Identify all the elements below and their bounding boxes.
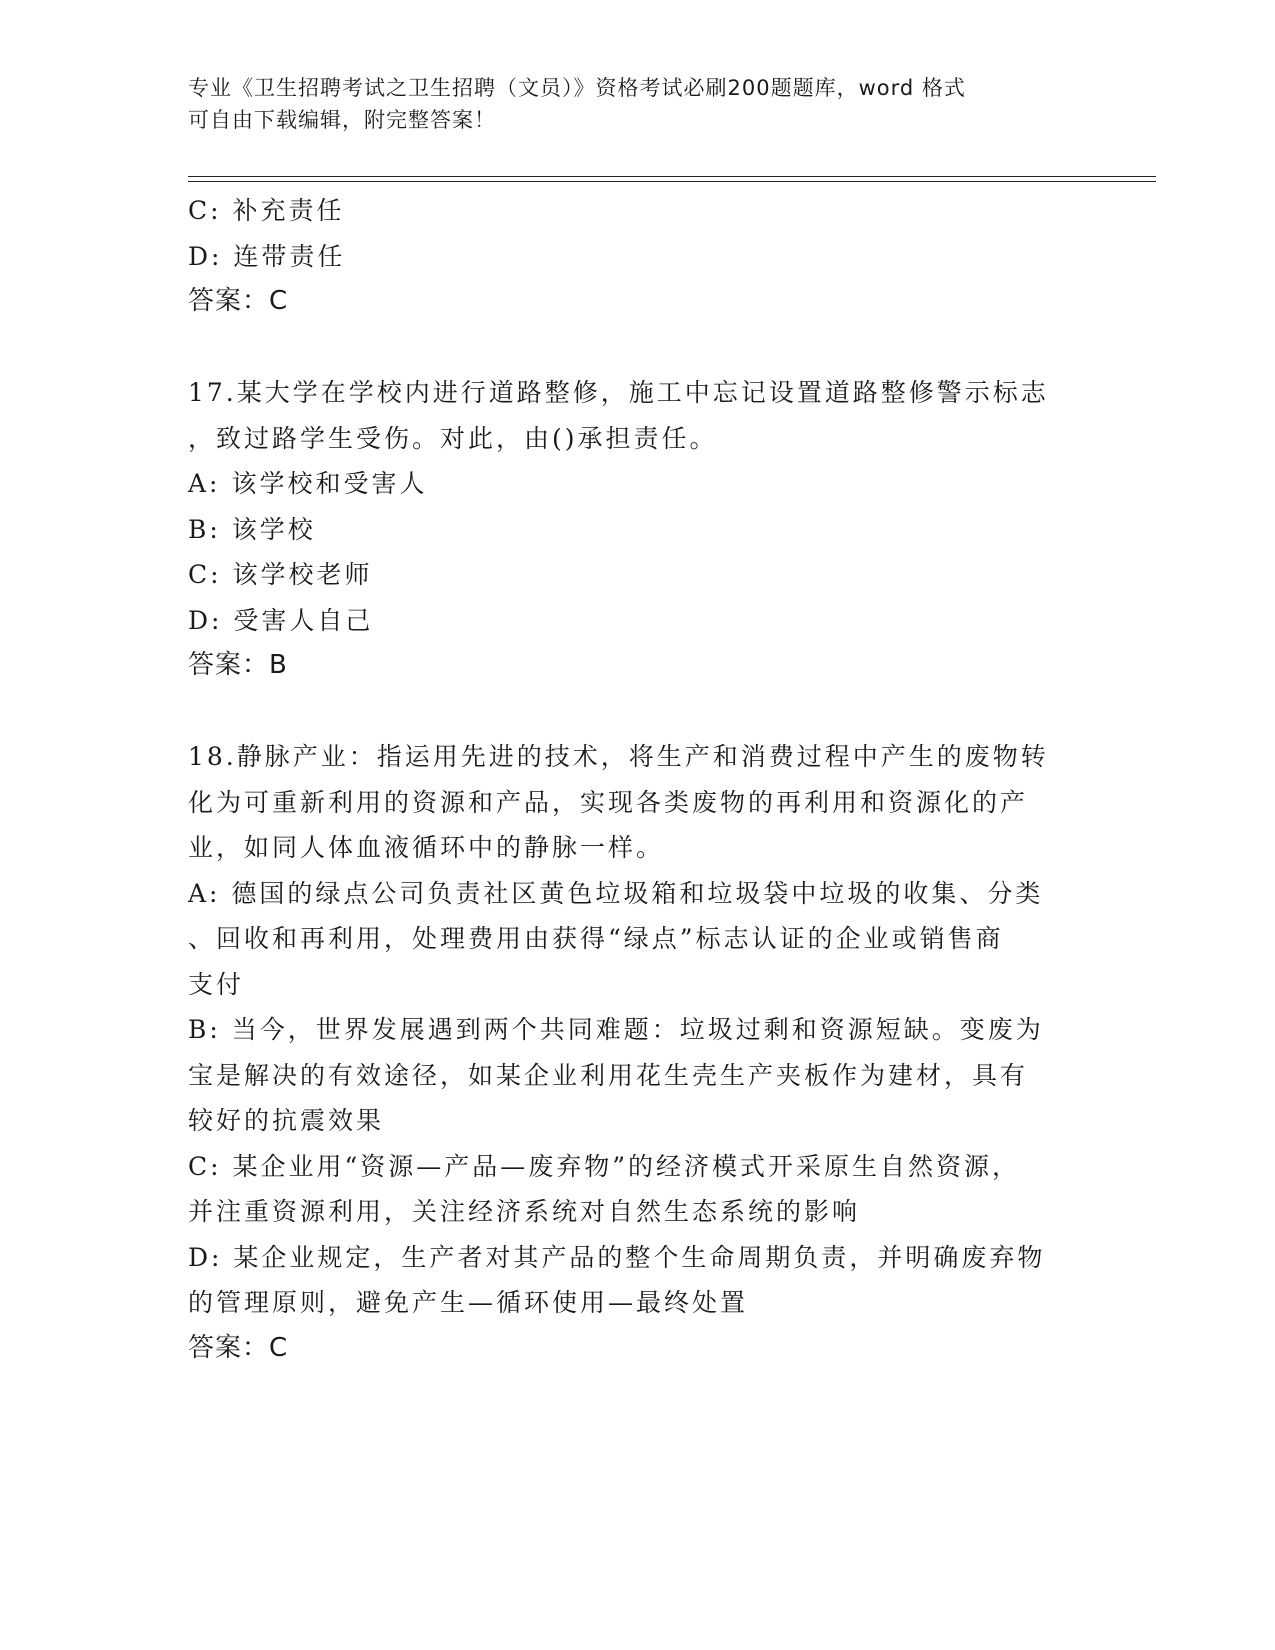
option-b [188,507,1068,553]
option-text: 该学校和受害人 [231,469,428,498]
option-c [188,552,1068,598]
answer-line: 答案：C [188,286,289,316]
header-rule-top [188,176,1156,177]
question-18-stem-line: 18.静脉产业：指运用先进的技术，将生产和消费过程中产生的废物转 [188,742,1049,771]
question-17-stem-line: 17.某大学在学校内进行道路整修，施工中忘记设置道路整修警示标志 [188,378,1049,407]
option-c [188,188,1068,234]
question-18-stem-line: 业，如同人体血液循环中的静脉一样。 [188,833,665,862]
option-letter: C: [188,196,222,225]
option-c-line: C: 某企业用“资源—产品—废弃物”的经济模式开采原生自然资源， [188,1151,1021,1181]
option-d [188,598,1068,644]
option-a-line: A: 德国的绿点公司负责社区黄色垃圾箱和垃圾袋中垃圾的收集、分类 [188,878,1044,908]
option-letter: A: [188,469,221,498]
question-17-stem-line: ，致过路学生受伤。对此，由()承担责任。 [188,423,718,453]
option-d-line: D: 某企业规定，生产者对其产品的整个生命周期负责，并明确废弃物 [188,1242,1046,1272]
option-text: 连带责任 [233,241,346,271]
option-d-line: 的管理原则，避免产生—循环使用—最终处置 [188,1288,749,1317]
option-text: 该学校老师 [232,560,373,589]
question-18-stem-line: 化为可重新利用的资源和产品，实现各类废物的再利用和资源化的产 [188,787,1029,817]
option-text: 该学校 [231,514,316,544]
answer-line: 答案：B [188,650,288,680]
option-a [188,461,1068,507]
option-text: 补充责任 [232,196,345,225]
option-letter: C: [188,560,222,589]
spacer [188,689,1068,735]
option-text: 受害人自己 [233,605,374,635]
option-letter: D: [188,241,223,271]
spacer [188,325,1068,371]
option-a-line: 支付 [188,969,245,999]
option-letter: B: [188,514,221,544]
option-c-line: 并注重资源利用，关注经济系统对自然生态系统的影响 [188,1197,861,1226]
document-body [188,188,1068,1371]
answer-line: 答案：C [188,1332,289,1363]
document-header: 专业《卫生招聘考试之卫生招聘（文员）》资格考试必刷200题题库，word 格式 可自由下载编辑，附完整答案！ [188,76,966,132]
option-d [188,234,1068,280]
option-b-line: 宝是解决的有效途径，如某企业利用花生壳生产夹板作为建材，具有 [188,1060,1029,1090]
option-letter: D: [188,605,223,635]
option-b-line: B: 当今，世界发展遇到两个共同难题：垃圾过剩和资源短缺。变废为 [188,1015,1044,1044]
option-b-line: 较好的抗震效果 [188,1106,385,1135]
header-rule-bottom [188,181,1156,182]
option-a-line: 、回收和再利用，处理费用由获得“绿点”标志认证的企业或销售商 [188,924,1004,953]
